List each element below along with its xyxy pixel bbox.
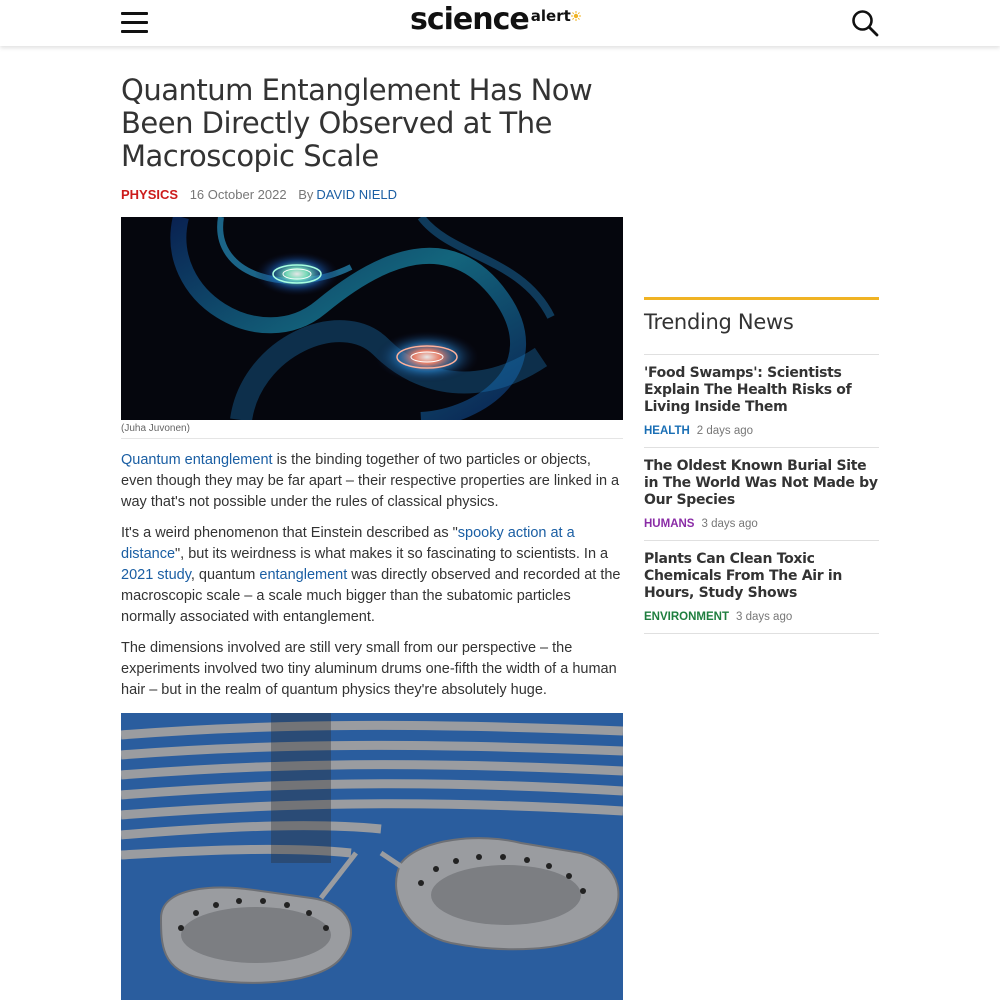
paragraph-1	[121, 450, 623, 513]
trending-item-category[interactable]: HEALTH	[644, 425, 690, 437]
trending-item-meta	[644, 518, 879, 530]
aluminum-drums-image	[121, 713, 623, 1000]
paragraph-text: is the binding together of two particles or objects, even though they may be far apart – their respective properties are linked in a way that's not possible under the rules of classical physics.	[121, 452, 620, 510]
article-meta	[121, 187, 405, 202]
publish-date: 16 October 2022	[189, 187, 287, 202]
logo-subword: alert	[530, 7, 571, 25]
sun-icon	[571, 11, 581, 21]
paragraph-text: ", but its weirdness is what makes it so fascinating to scientists. In a	[175, 546, 609, 562]
trending-item-time: 3 days ago	[701, 518, 758, 530]
byline-prefix: By	[298, 187, 314, 202]
article-body	[121, 450, 623, 711]
hamburger-menu-icon[interactable]	[121, 12, 148, 35]
trending-item-time: 2 days ago	[696, 425, 754, 437]
image-caption: (Juha Juvonen)	[121, 423, 623, 439]
trending-item[interactable]	[644, 355, 879, 448]
paragraph-text: It's a weird phenomenon that Einstein described as "	[121, 525, 458, 541]
logo-wordmark: science	[410, 2, 529, 37]
trending-heading: Trending News	[644, 310, 879, 355]
paragraph-text: , quantum	[190, 567, 260, 583]
hero-image	[121, 217, 623, 420]
trending-item-category[interactable]: HUMANS	[644, 518, 695, 530]
link-quantum-entanglement[interactable]: Quantum entanglement	[121, 452, 273, 468]
author-link[interactable]: DAVID NIELD	[316, 187, 398, 202]
trending-item-category[interactable]: ENVIRONMENT	[644, 611, 729, 623]
category-link[interactable]: PHYSICS	[121, 187, 179, 202]
site-logo[interactable]	[410, 2, 571, 42]
trending-news-panel	[644, 297, 879, 634]
link-entanglement[interactable]: entanglement	[259, 567, 348, 583]
trending-item-title[interactable]: Plants Can Clean Toxic Chemicals From The Air in Hours, Study Shows	[644, 551, 843, 601]
trending-item-title[interactable]: 'Food Swamps': Scientists Explain The Health Risks of Living Inside Them	[644, 365, 852, 415]
article-title: Quantum Entanglement Has Now Been Directly Observed at The Macroscopic Scale	[121, 73, 593, 173]
paragraph-3: The dimensions involved are still very small from our perspective – the experiments involved two tiny aluminum drums one-fifth the width of a human hair – but in the realm of quantum physics they're absolutely huge.	[121, 640, 617, 698]
link-spooky-action[interactable]: spooky action at a distance	[121, 525, 575, 562]
paragraph-text: was directly observed and recorded at the macroscopic scale – a scale much bigger than the subatomic particles normally associated with entanglement.	[121, 567, 621, 625]
site-header	[0, 0, 1000, 46]
trending-item[interactable]	[644, 448, 879, 541]
link-2021-study[interactable]: 2021 study	[121, 567, 191, 583]
trending-item-title[interactable]: The Oldest Known Burial Site in The World Was Not Made by Our Species	[644, 458, 878, 508]
trending-item-meta	[644, 611, 879, 623]
trending-item[interactable]	[644, 541, 879, 634]
paragraph-2	[121, 523, 623, 628]
trending-item-meta	[644, 425, 879, 437]
search-icon[interactable]	[850, 8, 880, 38]
trending-item-time: 3 days ago	[735, 611, 793, 623]
